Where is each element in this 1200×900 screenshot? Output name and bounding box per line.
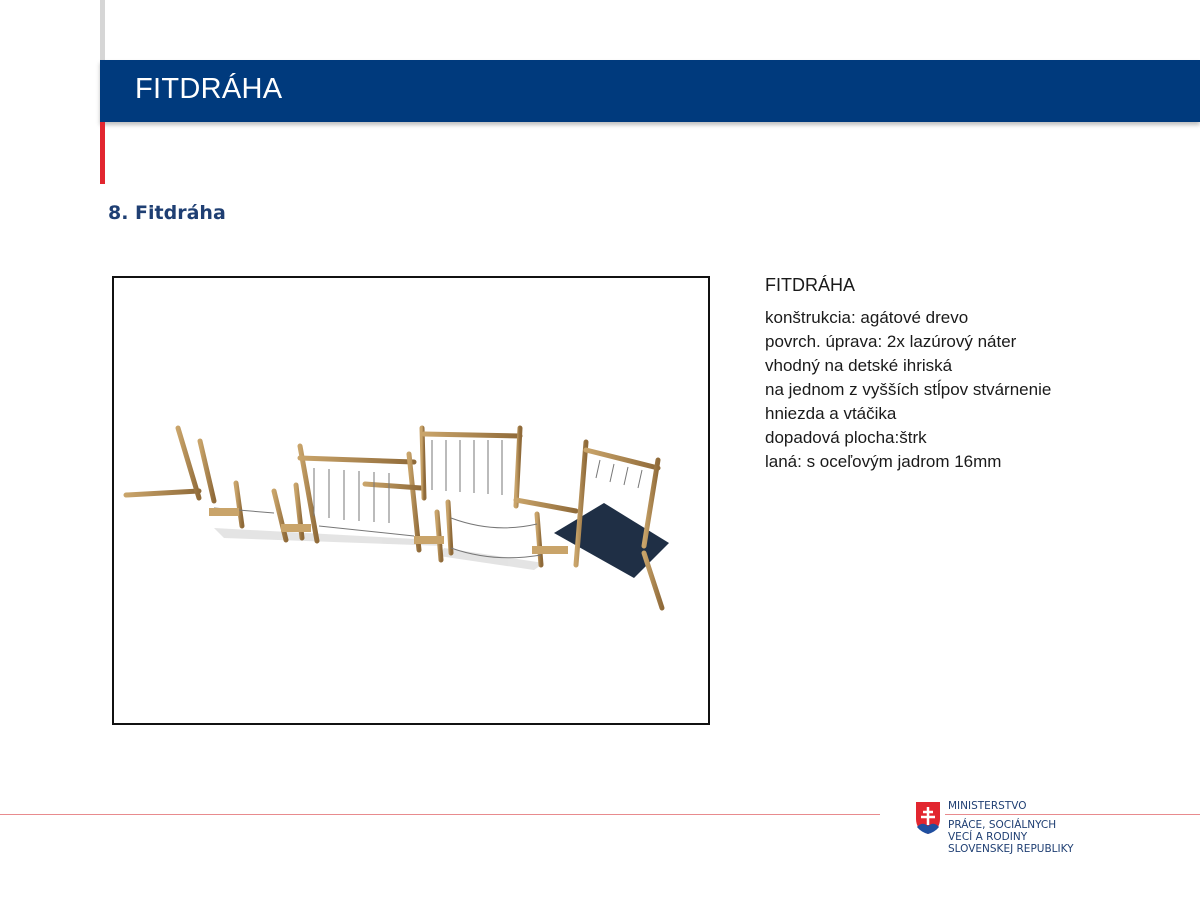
ministry-logo-text — [948, 800, 1074, 855]
spec-block — [765, 275, 1051, 474]
spec-line: konštrukcia: agátové drevo — [765, 308, 969, 327]
title-bar — [100, 60, 1200, 122]
spec-line: na jednom z vyšších stĺpov stvárnenie — [765, 380, 1052, 399]
logo-line: VECÍ A RODINY — [948, 831, 1028, 843]
left-accent-red — [100, 122, 105, 184]
spec-line: povrch. úprava: 2x lazúrový náter — [765, 332, 1017, 351]
fitdraha-illustration — [114, 278, 708, 723]
spec-line: hniezda a vtáčika — [765, 404, 897, 423]
spec-title: FITDRÁHA — [765, 275, 855, 295]
footer-divider — [0, 814, 880, 815]
logo-line: SLOVENSKEJ REPUBLIKY — [948, 843, 1074, 855]
spec-line: dopadová plocha:štrk — [765, 428, 927, 447]
logo-line: PRÁCE, SOCIÁLNYCH — [948, 819, 1057, 831]
slovak-coat-of-arms-icon — [915, 801, 941, 835]
logo-line: MINISTERSTVO — [948, 800, 1027, 812]
page-title: FITDRÁHA — [135, 73, 283, 105]
playground-drawing-frame — [112, 276, 710, 725]
left-accent-gray — [100, 0, 105, 62]
section-heading: 8. Fitdráha — [108, 202, 226, 224]
spec-line: laná: s oceľovým jadrom 16mm — [765, 452, 1002, 471]
spec-line: vhodný na detské ihriská — [765, 356, 953, 375]
